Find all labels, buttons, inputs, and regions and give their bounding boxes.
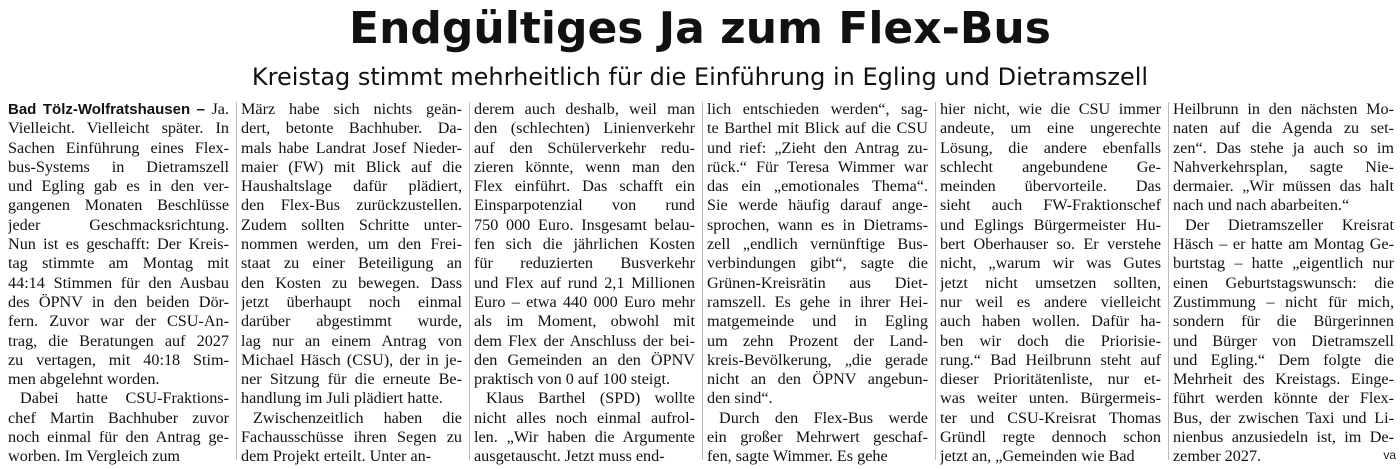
subheadline: Kreistag stimmt mehrheitlich für die Einführung in Egling und Dietramszell: [251, 63, 1149, 91]
text-line: Sie werde häufig darauf ange-: [707, 196, 928, 215]
text-line: naten auf die Agenda zu set-: [1173, 119, 1394, 138]
text-line: Zustimmung – nicht für mich,: [1173, 292, 1394, 311]
author-initials: va: [1383, 448, 1396, 462]
text-line: Flex einführt. Das schafft ein: [474, 177, 695, 196]
text-line: trag, die Beratungen auf 2027: [8, 331, 229, 350]
text-line: das ein „emotionales Thema“.: [707, 177, 928, 196]
text-line: Sachen Einführung eines Flex-: [8, 138, 229, 157]
text-line: tag stimmte am Montag mit: [8, 254, 229, 273]
text-line: bert Oberhauser so. Er verstehe: [940, 235, 1161, 254]
text-line: was weiter unten. Bürgermeis-: [940, 389, 1161, 408]
text-line: März habe sich nichts geän-: [241, 100, 462, 118]
text-line: den Flex-Bus zurückzustellen.: [241, 196, 462, 215]
text-line: bus-Systems in Dietramszell: [8, 157, 229, 176]
text-line: zell „endlich vernünftige Bus-: [707, 235, 928, 254]
text-line: und Bürger von Dietramszell: [1173, 331, 1394, 350]
text-line: praktisch von 0 auf 100 steigt.: [474, 370, 671, 389]
text-line: ben wir doch die Priorisie-: [940, 331, 1161, 350]
text-line: jetzt an, „Gemeinden wie Bad: [940, 447, 1135, 466]
text-line: nur weil es andere vielleicht: [940, 292, 1161, 311]
text-line: zieren könnte, wenn man den: [474, 157, 695, 176]
text-line: Fachausschüsse ihren Segen zu: [241, 428, 462, 447]
text-line: Klaus Barthel (SPD) wollte: [486, 389, 695, 408]
text-line: mals habe Landrat Josef Nieder-: [241, 138, 462, 157]
text-line: auch haben wollen. Dafür ha-: [940, 312, 1161, 331]
text-line: jeder Geschmacksrichtung.: [8, 215, 229, 234]
article-column-6: [1173, 100, 1394, 467]
text-line: handlung im Juli plädiert hatte.: [241, 389, 443, 408]
text-line: sieht auch FW-Fraktionschef: [940, 196, 1161, 215]
article-column-1: [8, 100, 229, 467]
text-line: nicht an den ÖPNV angebun-: [707, 370, 928, 389]
text-line: nicht alles noch einmal aufrol-: [474, 408, 695, 427]
text-line: jetzt nicht umsetzen sollten,: [940, 273, 1161, 292]
text-line: führt werden könnte der Flex-: [1173, 389, 1394, 408]
text-line: als im Moment, obwohl mit: [474, 312, 695, 331]
text-line: schlecht angebundene Ge-: [940, 157, 1161, 176]
article-column-3: [474, 100, 695, 467]
text-line: rück.“ Für Teresa Wimmer war: [707, 157, 928, 176]
text-line: den Gemeinden an den ÖPNV: [474, 350, 695, 369]
text-line: Grünen-Kreisrätin aus Diet-: [707, 273, 928, 292]
text-line: den Kosten zu bewegen. Dass: [241, 273, 462, 292]
text-line: meinden übervorteile. Das: [940, 177, 1161, 196]
column-divider: [1168, 102, 1169, 460]
text-line: und Egling.“ Dem folgte die: [1173, 350, 1394, 369]
text-line: andeute, um eine ungerechte: [940, 119, 1161, 138]
text-line: den sind“.: [707, 389, 773, 408]
text-line: des ÖPNV in den beiden Dör-: [8, 292, 229, 311]
text-line: Lösung, die andere ebenfalls: [940, 138, 1161, 157]
text-line: fen, sagte Wimmer. Es gehe: [707, 447, 888, 466]
text-line: staat zu einer Beteiligung an: [241, 254, 462, 273]
text-line: sondern für die Bürgerinnen: [1173, 312, 1394, 331]
text-line: Bus, der zwischen Taxi und Li-: [1173, 408, 1394, 427]
text-line: dem Flex der Anschluss der bei-: [474, 331, 695, 350]
text-line: sprochen, wann es in Dietrams-: [707, 215, 928, 234]
text-line: noch einmal für den Antrag ge-: [8, 428, 229, 447]
text-line: [8, 100, 229, 119]
article-column-5: [940, 100, 1161, 467]
column-divider: [935, 102, 936, 460]
text-line: darüber abgestimmt wurde,: [241, 312, 462, 331]
text-line: und Flex auf rund 2,1 Millionen: [474, 273, 695, 292]
text-line: fen sich die jährlichen Kosten: [474, 235, 695, 254]
text-line: len. „Wir haben die Argumente: [474, 428, 695, 447]
text-line: Michael Häsch (CSU), der in je-: [241, 350, 462, 369]
text-line: Der Dietramszeller Kreisrat: [1185, 215, 1394, 234]
text-line: verbindungen gibt“, sagte die: [707, 254, 928, 273]
text-line: und Egling gab es in den ver-: [8, 177, 229, 196]
text-line: und rief: „Zieht den Antrag zu-: [707, 138, 928, 157]
text-line: lich entschieden werden“, sag-: [707, 100, 928, 118]
text-line: zen“. Das stehe ja auch so im: [1173, 138, 1394, 157]
text-line: den (schlechten) Linienverkehr: [474, 119, 695, 138]
text-line: Nahverkehrsplan, sagte Nie-: [1173, 157, 1394, 176]
text-line: Zudem sollten Schritte unter-: [241, 215, 462, 234]
text-line: chef Martin Bachhuber zuvor: [8, 408, 229, 427]
text-line: lag nur an einem Antrag von: [241, 331, 462, 350]
text-line: Nun ist es geschafft: Der Kreis-: [8, 235, 229, 254]
text-line: und Eglings Bürgermeister Hu-: [940, 215, 1161, 234]
text-line: kreis-Bevölkerung, „die gerade: [707, 350, 928, 369]
text-line: ter und CSU-Kreisrat Thomas: [940, 408, 1161, 427]
text-line: fern. Zuvor war der CSU-An-: [8, 312, 229, 331]
text-line: Zwischenzeitlich haben die: [253, 408, 462, 427]
text-line: zember 2027.: [1173, 447, 1262, 466]
text-line: matgemeinde und in Egling: [707, 312, 928, 331]
text-line: ausgetauscht. Jetzt muss end-: [474, 447, 665, 466]
text-line: ein großer Mehrwert geschaf-: [707, 428, 928, 447]
text-line: jetzt überhaupt noch einmal: [241, 292, 462, 311]
article-column-4: [707, 100, 928, 467]
text-line: gangenen Monaten Beschlüsse: [8, 196, 229, 215]
text-line: burtstag – hatte „eigentlich nur: [1173, 254, 1394, 273]
text-line: Vielleicht. Vielleicht später. In: [8, 119, 229, 138]
column-divider: [702, 102, 703, 460]
text-line: te Barthel mit Blick auf die CSU: [707, 119, 928, 138]
text-line: auf den Schülerverkehr redu-: [474, 138, 695, 157]
text-line: dieser Prioritätenliste, nur et-: [940, 370, 1161, 389]
text-line: derem auch deshalb, weil man: [474, 100, 695, 118]
column-divider: [236, 102, 237, 460]
text-line: Haushaltslage dafür plädiert,: [241, 177, 462, 196]
text-line: worben. Im Vergleich zum: [8, 447, 181, 466]
text-line: Euro – etwa 440 000 Euro mehr: [474, 292, 695, 311]
column-divider: [469, 102, 470, 460]
text-line: maier (FW) mit Blick auf die: [241, 157, 462, 176]
text-line: nienbus anzusiedeln ist, im De-: [1173, 428, 1394, 447]
text-line: nicht, „warum wir was Gutes: [940, 254, 1161, 273]
text-line: men abgelehnt worden.: [8, 370, 160, 389]
headline: Endgültiges Ja zum Flex-Bus: [349, 3, 1051, 54]
text-line: nach und nach abarbeiten.“: [1173, 196, 1350, 215]
text-line: einen Geburtstagswunsch: die: [1173, 273, 1394, 292]
text-line: hier nicht, wie die CSU immer: [940, 100, 1161, 118]
text-line: um zehn Prozent der Land-: [707, 331, 928, 350]
text-fragment: Ja.: [205, 100, 229, 118]
text-line: 44:14 Stimmen für den Ausbau: [8, 273, 229, 292]
text-line: Durch den Flex-Bus werde: [719, 408, 928, 427]
text-line: für reduzierten Busverkehr: [474, 254, 695, 273]
text-line: Mehrheit des Kreistags. Einge-: [1173, 370, 1394, 389]
text-line: ner Sitzung für die erneute Be-: [241, 370, 462, 389]
text-line: nommen werden, um den Frei-: [241, 235, 462, 254]
text-line: rung.“ Bad Heilbrunn steht auf: [940, 350, 1161, 369]
text-line: dem Projekt erteilt. Unter an-: [241, 447, 432, 466]
text-line: dermaier. „Wir müssen das halt: [1173, 177, 1394, 196]
text-line: Gründl regte dennoch schon: [940, 428, 1161, 447]
text-line: ramszell. Es gehe in ihrer Hei-: [707, 292, 928, 311]
text-line: Dabei hatte CSU-Fraktions-: [20, 389, 229, 408]
text-line: Heilbrunn in den nächsten Mo-: [1173, 100, 1394, 118]
text-line: Einsparpotenzial von rund: [474, 196, 695, 215]
dateline: Bad Tölz-Wolfratshausen –: [8, 101, 206, 118]
text-line: zu vertagen, mit 40:18 Stim-: [8, 350, 229, 369]
text-line: Häsch – er hatte am Montag Ge-: [1173, 235, 1394, 254]
text-line: 750 000 Euro. Insgesamt belau-: [474, 215, 695, 234]
article-column-2: [241, 100, 462, 467]
text-line: dert, betonte Bachhuber. Da-: [241, 119, 462, 138]
